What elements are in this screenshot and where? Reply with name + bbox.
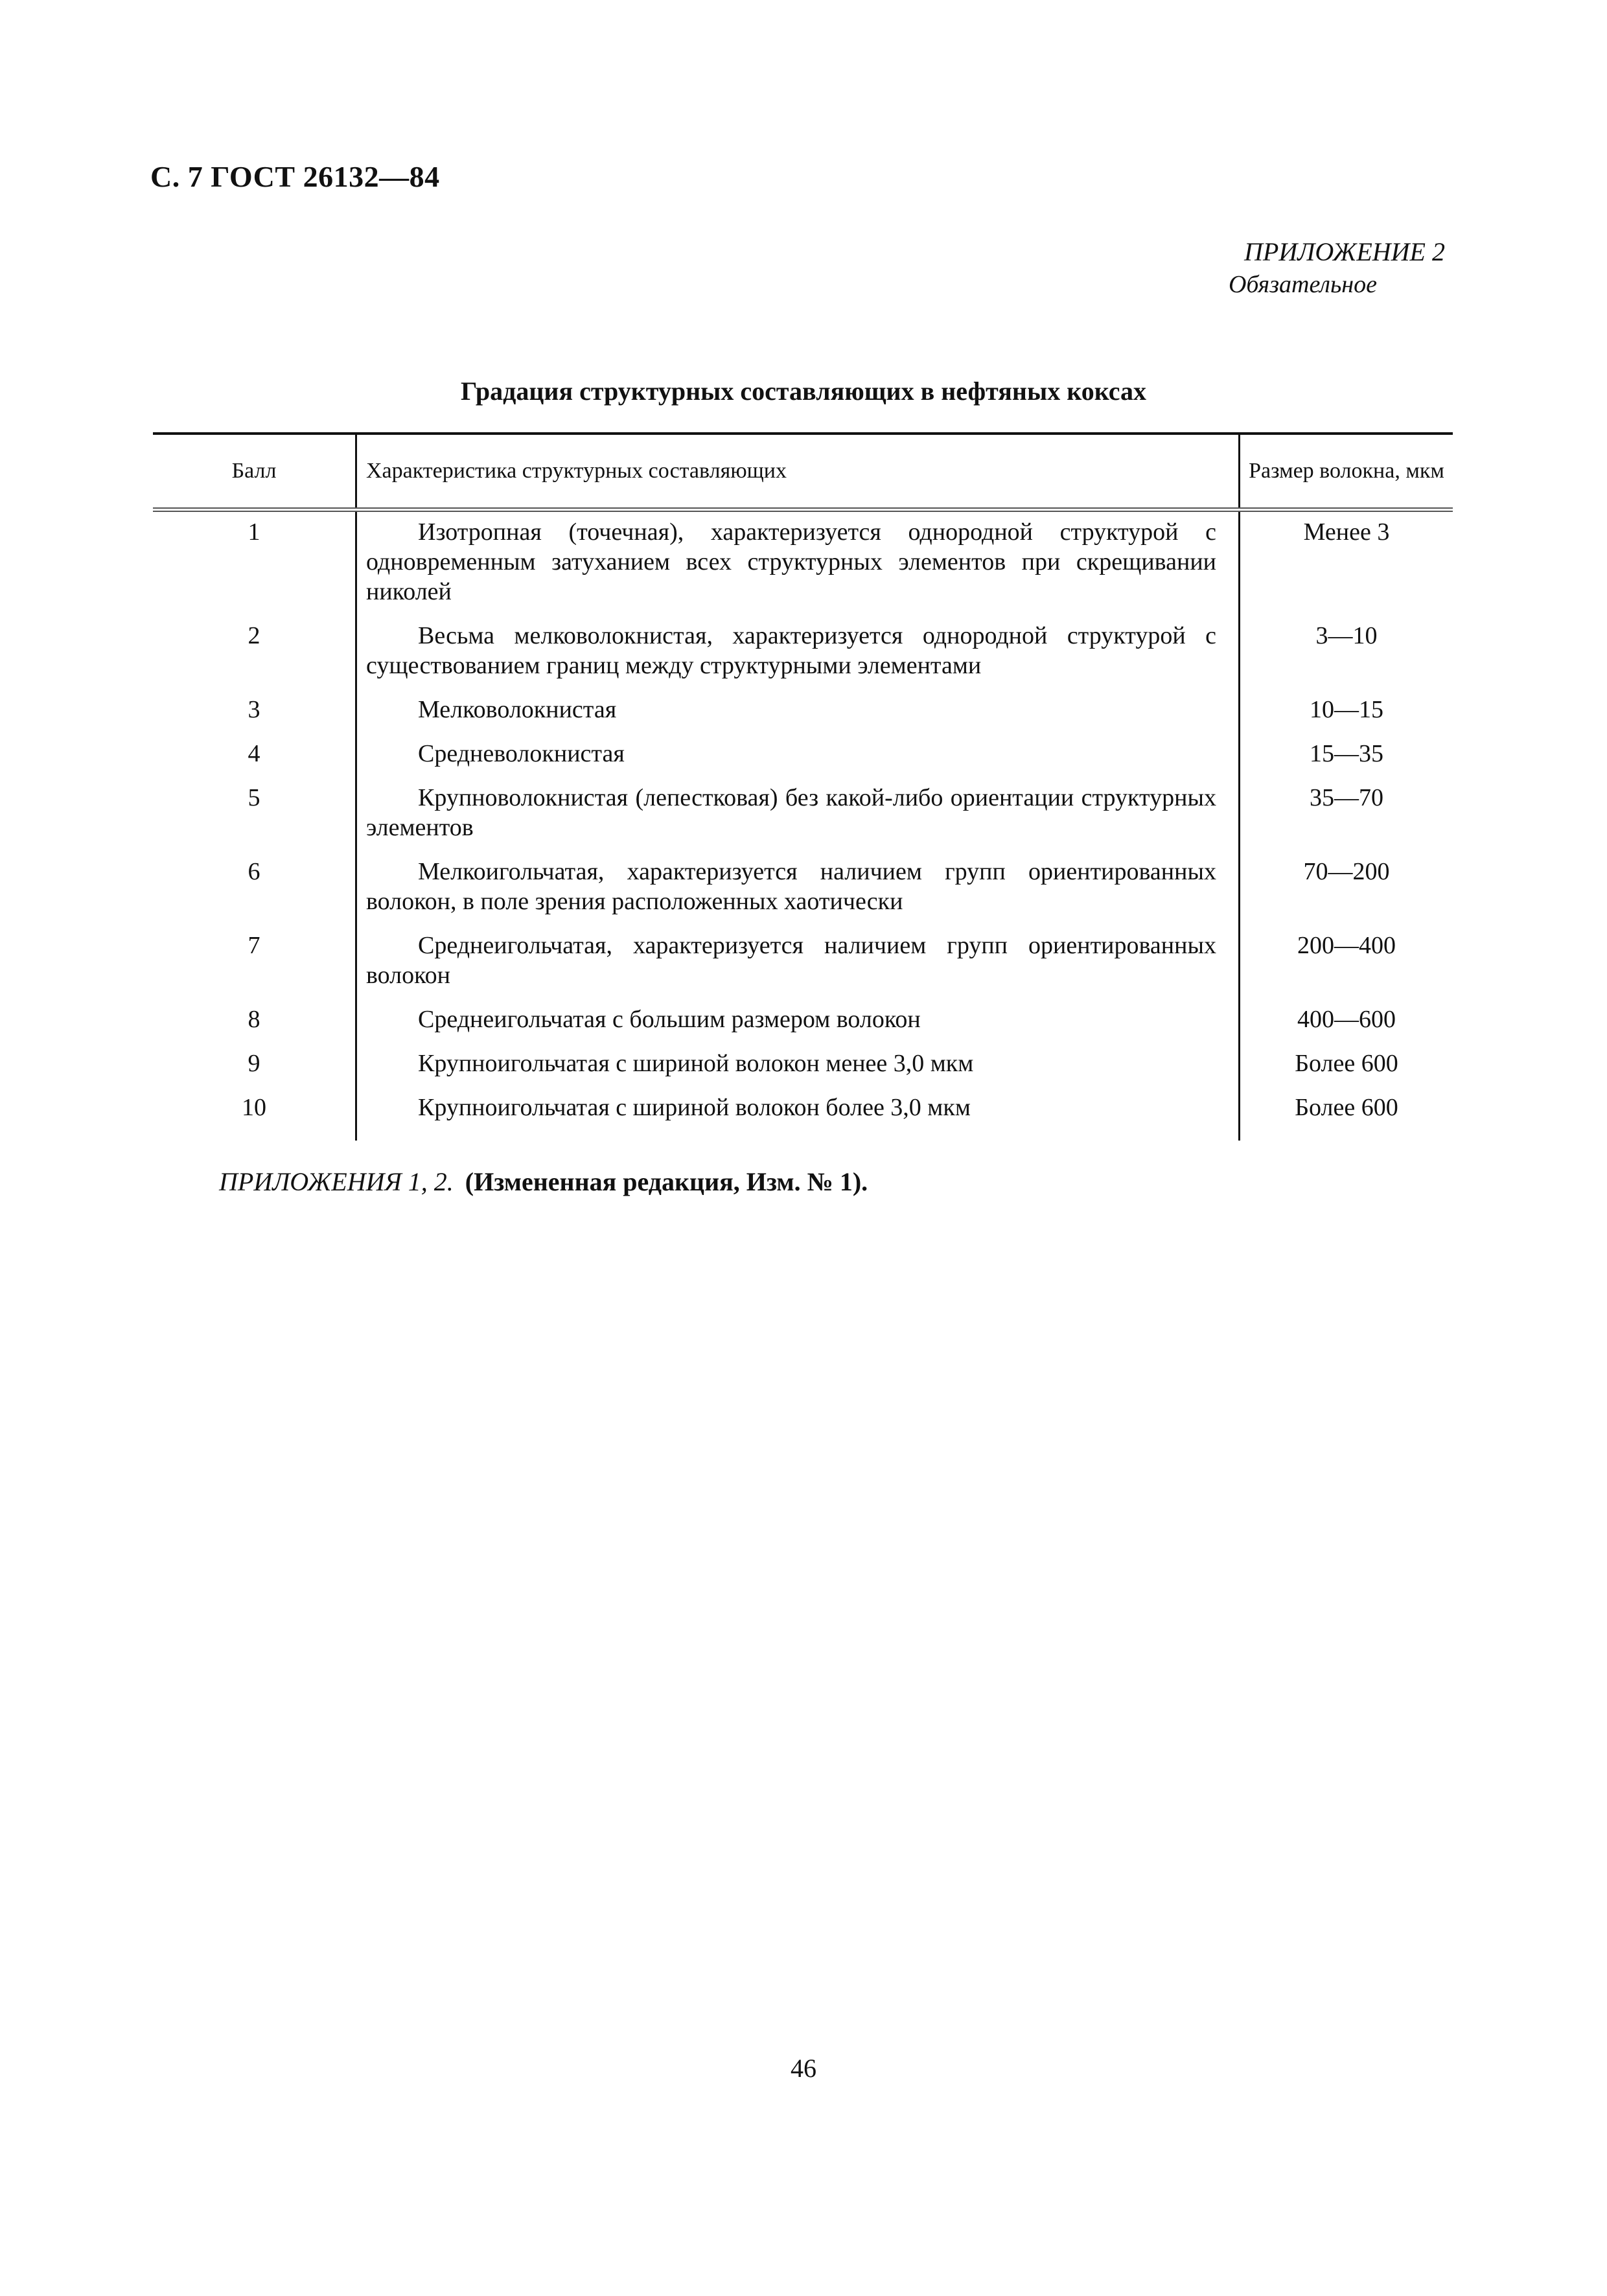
row-description: Мелкоигольчатая, характеризуется наличием групп ориентированных волокон, в поле зрения расположенных хаотически: [366, 858, 1216, 915]
row-fiber-size: 35—70: [1310, 784, 1383, 811]
row-score: 7: [153, 931, 356, 1004]
row-description: Весьма мелковолокнистая, характеризуется однородной структурой с существованием границ между структурными элементами: [366, 622, 1216, 679]
row-description: Крупноигольчатая с шириной волокон более 3,0 мкм: [418, 1094, 971, 1121]
amendment-note-label: ПРИЛОЖЕНИЯ 1, 2.: [219, 1167, 454, 1196]
table-row: [153, 510, 1453, 621]
column-header-description: Характеристика структурных составляющих: [356, 434, 1240, 510]
row-description: Крупноигольчатая с шириной волокон менее 3,0 мкм: [418, 1050, 974, 1077]
appendix-label-block: [1229, 236, 1445, 301]
table-header-row: [153, 434, 1453, 510]
row-fiber-size: 400—600: [1297, 1006, 1396, 1033]
appendix-label: ПРИЛОЖЕНИЕ 2: [1244, 237, 1445, 266]
row-description: Мелковолокнистая: [418, 696, 617, 723]
table-row: [153, 621, 1453, 695]
table-row: [153, 931, 1453, 1004]
page-number: 46: [791, 2054, 816, 2083]
row-description: Среднеигольчатая, характеризуется наличием групп ориентированных волокон: [366, 932, 1216, 989]
row-description: Среднеигольчатая с большим размером волокон: [418, 1006, 921, 1033]
row-score: 3: [153, 695, 356, 739]
row-fiber-size: Более 600: [1295, 1050, 1398, 1077]
row-description: Изотропная (точечная), характеризуется однородной структурой с одновременным затуханием всех структурных элементов при скрещивании николей: [366, 518, 1216, 605]
row-fiber-size: Менее 3: [1303, 518, 1390, 546]
row-description: Крупноволокнистая (лепестковая) без какой-либо ориентации структурных элементов: [366, 784, 1216, 841]
amendment-note: [219, 1166, 868, 1197]
row-fiber-size: Более 600: [1295, 1094, 1398, 1121]
page-header: С. 7 ГОСТ 26132—84: [150, 160, 440, 193]
table-row: [153, 1093, 1453, 1141]
table-title: Градация структурных составляющих в нефтяных коксах: [460, 377, 1147, 406]
column-header-fiber-size: Размер волокна, мкм: [1240, 434, 1453, 510]
row-score: 9: [153, 1049, 356, 1093]
row-fiber-size: 15—35: [1310, 740, 1383, 767]
row-fiber-size: 3—10: [1315, 622, 1378, 649]
table-row: [153, 783, 1453, 857]
row-score: 2: [153, 621, 356, 695]
row-fiber-size: 70—200: [1303, 858, 1390, 885]
row-score: 8: [153, 1004, 356, 1049]
row-score: 1: [153, 510, 356, 621]
column-header-score: Балл: [153, 434, 356, 510]
table-row: [153, 739, 1453, 783]
amendment-note-text: (Измененная редакция, Изм. № 1).: [465, 1167, 868, 1196]
table-row: [153, 1004, 1453, 1049]
row-fiber-size: 200—400: [1297, 932, 1396, 959]
row-score: 4: [153, 739, 356, 783]
appendix-note: Обязательное: [1228, 271, 1377, 298]
row-score: 10: [153, 1093, 356, 1141]
row-description: Средневолокнистая: [418, 740, 625, 767]
table-row: [153, 695, 1453, 739]
row-fiber-size: 10—15: [1310, 696, 1383, 723]
row-score: 5: [153, 783, 356, 857]
structure-gradation-table: [153, 432, 1453, 1141]
table-row: [153, 1049, 1453, 1093]
table-row: [153, 857, 1453, 931]
row-score: 6: [153, 857, 356, 931]
